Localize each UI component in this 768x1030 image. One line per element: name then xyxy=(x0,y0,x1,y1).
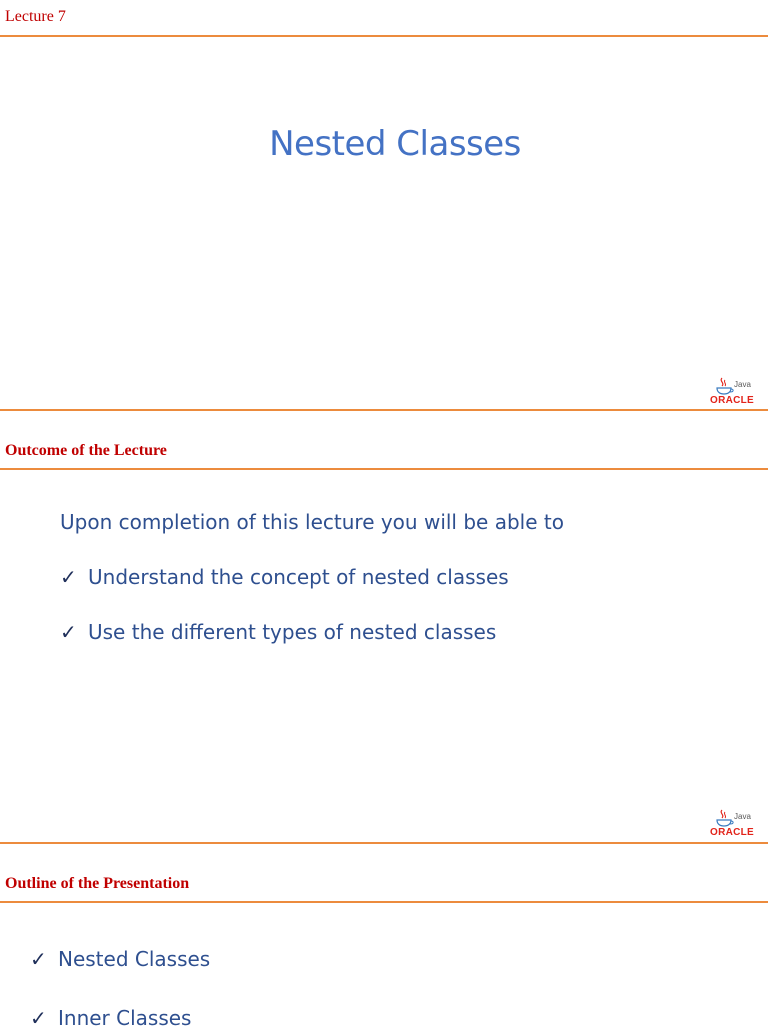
slide-outline xyxy=(0,848,768,1030)
lecture-label: Lecture 7 xyxy=(5,8,66,25)
list-item xyxy=(30,947,210,971)
list-item-text: Inner Classes xyxy=(58,1006,192,1030)
header-rule xyxy=(0,901,768,903)
list-item xyxy=(30,1006,191,1030)
checkmark-icon: ✓ xyxy=(30,1006,47,1030)
slide-outcome xyxy=(0,414,768,846)
slide-title xyxy=(0,0,768,412)
list-item xyxy=(60,620,496,644)
oracle-wordmark: ORACLE xyxy=(709,395,755,406)
java-oracle-logo xyxy=(706,376,758,410)
java-wordmark: Java xyxy=(734,380,751,389)
list-item-text: Use the different types of nested classes xyxy=(88,620,497,644)
checkmark-icon: ✓ xyxy=(60,620,77,644)
checkmark-icon: ✓ xyxy=(60,565,77,589)
footer-rule xyxy=(0,842,768,844)
intro-sentence: Upon completion of this lecture you will be able to xyxy=(60,510,564,534)
java-wordmark: Java xyxy=(734,812,751,821)
slide-title-text: Nested Classes xyxy=(269,124,521,164)
header-rule xyxy=(0,468,768,470)
java-oracle-logo xyxy=(706,808,758,842)
slide-heading: Outline of the Presentation xyxy=(5,875,190,892)
list-item-text: Nested Classes xyxy=(58,947,211,971)
header-rule xyxy=(0,35,768,37)
checkmark-icon: ✓ xyxy=(30,947,47,971)
slide-heading: Outcome of the Lecture xyxy=(5,442,167,459)
list-item-text: Understand the concept of nested classes xyxy=(88,565,509,589)
oracle-wordmark: ORACLE xyxy=(709,827,755,838)
list-item xyxy=(60,565,509,589)
footer-rule xyxy=(0,409,768,411)
